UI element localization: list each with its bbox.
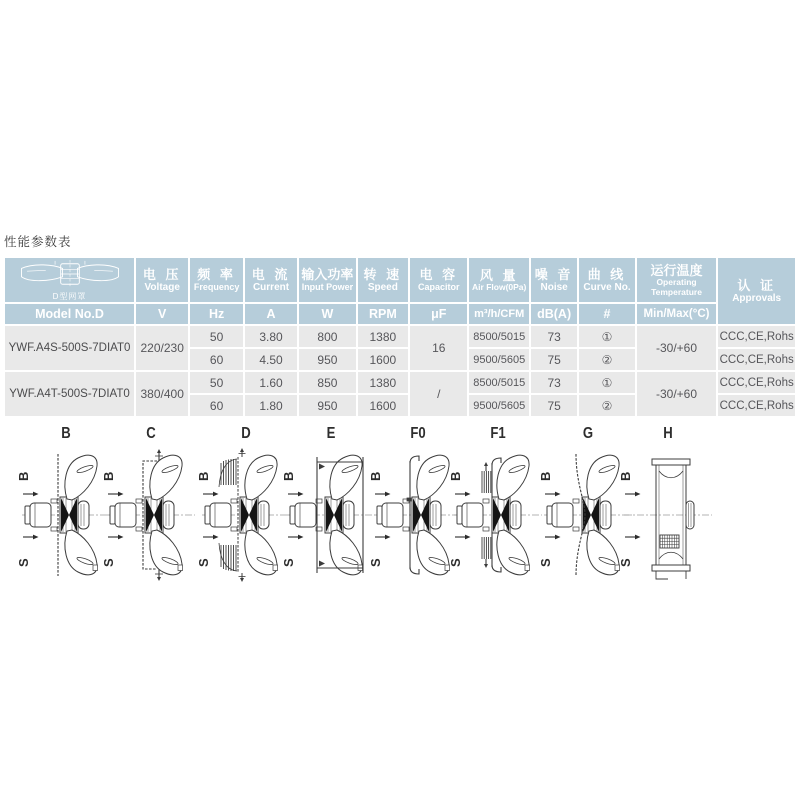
unit-airflow: m³/h/CFM — [469, 304, 528, 324]
frequency-cell: 60 — [190, 395, 242, 416]
airflow-cell: 9500/5605 — [469, 349, 528, 370]
outlet-letter: S — [16, 558, 31, 567]
curve-cell: ① — [579, 372, 634, 393]
mount-drawing-d — [196, 449, 292, 581]
outlet-letter: S — [618, 558, 633, 567]
diagram-mount-d — [196, 422, 292, 581]
spec-table — [3, 256, 797, 418]
unit-curve: # — [579, 304, 634, 324]
diagram-label: H — [663, 425, 673, 442]
col-header-curve: 曲 线 Curve No. — [579, 258, 634, 302]
col-header-airflow: 风 量 Air Flow(0Pa) — [469, 258, 528, 302]
col-header-noise: 噪 音 Noise — [531, 258, 577, 302]
power-cell: 950 — [299, 395, 355, 416]
temperature-cell: -30/+60 — [637, 326, 717, 370]
col-header-operating-temperature: 运行温度 Operating Temperature — [637, 258, 717, 302]
unit-speed: RPM — [358, 304, 408, 324]
terminal-grid — [660, 535, 679, 548]
model-cell-a4s: YWF.A4S-500S-7DIAT0 — [5, 326, 134, 370]
diagram-label: F0 — [410, 425, 426, 442]
unit-current: A — [245, 304, 297, 324]
inlet-letter: B — [101, 471, 116, 481]
fan-guard-image-cell — [5, 258, 134, 302]
curve-cell: ① — [579, 326, 634, 347]
unit-voltage: V — [136, 304, 188, 324]
noise-cell: 73 — [531, 326, 577, 347]
diagram-label: B — [61, 425, 71, 442]
airflow-cell: 9500/5605 — [469, 395, 528, 416]
inlet-letter: B — [448, 471, 463, 481]
unit-operating-temperature: Min/Max(°C) — [637, 304, 717, 324]
outlet-letter: S — [368, 558, 383, 567]
diagram-mount-f0 — [368, 422, 464, 581]
table-row — [5, 326, 795, 347]
outlet-letter: S — [281, 558, 296, 567]
inlet-letter: B — [538, 471, 553, 481]
page-title: 性能参数表 — [4, 235, 72, 249]
inlet-letter: B — [368, 471, 383, 481]
approvals-cell: CCC,CE,Rohs — [718, 372, 795, 393]
fan-guard-icon — [14, 259, 126, 289]
diagram-label: C — [146, 425, 156, 442]
diagram-mount-h — [618, 422, 714, 581]
diagram-label: D — [241, 425, 251, 442]
current-cell: 1.80 — [245, 395, 297, 416]
outlet-letter: S — [101, 558, 116, 567]
diagram-mount-c — [101, 422, 197, 581]
mount-drawing-e — [281, 449, 377, 581]
noise-cell: 75 — [531, 395, 577, 416]
outlet-letter: S — [538, 558, 553, 567]
approvals-cell: CCC,CE,Rohs — [718, 395, 795, 416]
rpm-cell: 1380 — [358, 372, 408, 393]
diagram-label: G — [582, 425, 594, 442]
rpm-cell: 1380 — [358, 326, 408, 347]
noise-cell: 75 — [531, 349, 577, 370]
col-header-voltage: 电 压 Voltage — [136, 258, 188, 302]
diagram-mount-e — [281, 422, 377, 581]
power-cell: 950 — [299, 349, 355, 370]
airflow-cell: 8500/5015 — [469, 372, 528, 393]
fan-guard-caption: D型网罩 — [52, 292, 87, 301]
inlet-letter: B — [16, 471, 31, 481]
diagram-mount-g — [538, 422, 634, 581]
unit-frequency: Hz — [190, 304, 242, 324]
curve-cell: ② — [579, 395, 634, 416]
frequency-cell: 60 — [190, 349, 242, 370]
outlet-letter: S — [196, 558, 211, 567]
enclosed-box-fan — [624, 459, 712, 579]
model-cell-a4t: YWF.A4T-500S-7DIAT0 — [5, 372, 134, 416]
inlet-letter: B — [281, 471, 296, 481]
model-no-header: Model No.D — [5, 304, 134, 324]
mount-drawing-f1 — [448, 449, 544, 581]
diagram-label: E — [326, 425, 336, 442]
curve-cell: ② — [579, 349, 634, 370]
capacitor-cell: / — [410, 372, 467, 416]
diagram-mount-f1 — [448, 422, 544, 581]
noise-cell: 73 — [531, 372, 577, 393]
col-header-frequency: 频 率 Frequency — [190, 258, 242, 302]
diagram-label: F1 — [490, 425, 506, 442]
diagram-mount-b — [16, 422, 112, 581]
temperature-cell: -30/+60 — [637, 372, 717, 416]
capacitor-cell: 16 — [410, 326, 467, 370]
unit-capacitor: μF — [410, 304, 467, 324]
col-header-approvals: 认 证 Approvals — [718, 258, 795, 324]
airflow-arrows — [625, 492, 641, 540]
unit-noise: dB(A) — [531, 304, 577, 324]
power-cell: 800 — [299, 326, 355, 347]
voltage-cell: 220/230 — [136, 326, 188, 370]
voltage-cell: 380/400 — [136, 372, 188, 416]
rpm-cell: 1600 — [358, 349, 408, 370]
current-cell: 4.50 — [245, 349, 297, 370]
current-cell: 3.80 — [245, 326, 297, 347]
col-header-current: 电 流 Current — [245, 258, 297, 302]
power-cell: 850 — [299, 372, 355, 393]
approvals-cell: CCC,CE,Rohs — [718, 349, 795, 370]
approvals-cell: CCC,CE,Rohs — [718, 326, 795, 347]
col-header-input-power: 输入功率 Input Power — [299, 258, 355, 302]
col-header-capacitor: 电 容 Capacitor — [410, 258, 467, 302]
mount-drawing-h — [618, 449, 714, 581]
table-header-row — [5, 258, 795, 302]
airflow-cell: 8500/5015 — [469, 326, 528, 347]
unit-input-power: W — [299, 304, 355, 324]
inlet-letter: B — [618, 471, 633, 481]
mount-drawing-b — [16, 449, 112, 581]
frequency-cell: 50 — [190, 372, 242, 393]
outlet-letter: S — [448, 558, 463, 567]
current-cell: 1.60 — [245, 372, 297, 393]
frequency-cell: 50 — [190, 326, 242, 347]
table-unit-row — [5, 304, 795, 324]
table-row — [5, 372, 795, 393]
col-header-speed: 转 速 Speed — [358, 258, 408, 302]
rpm-cell: 1600 — [358, 395, 408, 416]
inlet-letter: B — [196, 471, 211, 481]
mount-drawing-c — [101, 449, 197, 581]
